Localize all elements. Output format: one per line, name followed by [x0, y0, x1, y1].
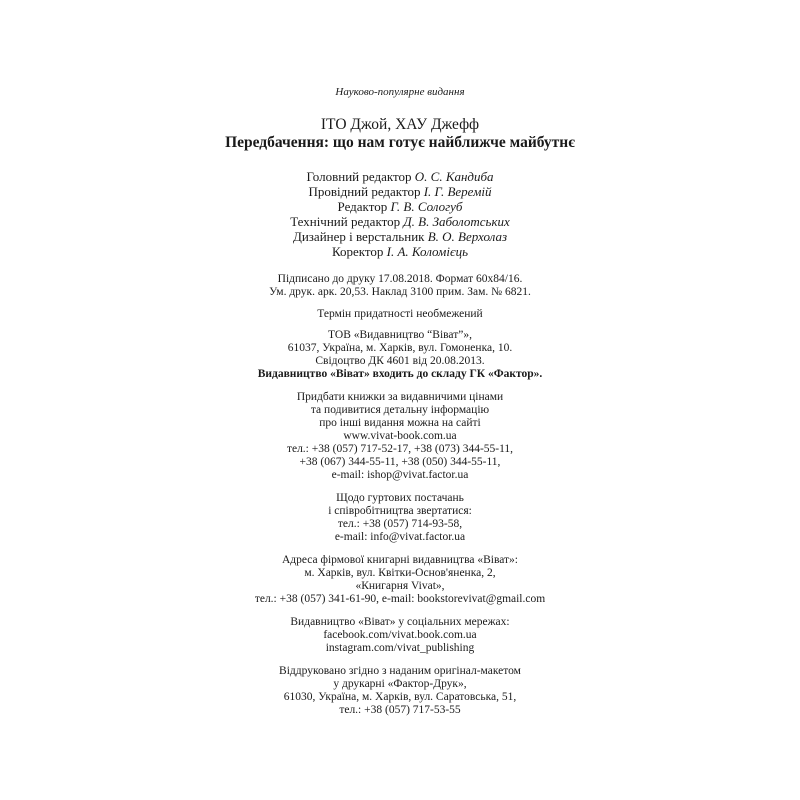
publisher-line: Свідоцтво ДК 4601 від 20.08.2013.	[315, 355, 485, 367]
store-line: Адреса фірмової книгарні видавництва «Віват»:	[281, 554, 519, 566]
credit-line: Редактор Г. В. Сологуб	[337, 199, 463, 214]
printer-line: у друкарні «Фактор-Друк»,	[333, 678, 467, 690]
credit-line: Головний редактор О. С. Кандиба	[306, 169, 494, 184]
printer-line: тел.: +38 (057) 717-53-55	[339, 704, 461, 716]
buy-info-line: про інші видання можна на сайті	[319, 417, 481, 429]
credit-line: Провідний редактор І. Г. Веремій	[308, 184, 492, 199]
wholesale-line: і співробітництва звертатися:	[328, 505, 472, 517]
store-line: «Книгарня Vivat»,	[355, 580, 445, 592]
store-line: м. Харків, вул. Квітки-Основ'яненка, 2,	[304, 567, 496, 579]
buy-info-line: тел.: +38 (057) 717-52-17, +38 (073) 344-55-11,	[286, 443, 514, 455]
print-info-line: Підписано до друку 17.08.2018. Формат 60х84/16.	[277, 273, 523, 285]
printer-line: Віддруковано згідно з наданим оригінал-макетом	[279, 665, 521, 677]
printer-line: 61030, Україна, м. Харків, вул. Саратовська, 51,	[283, 691, 517, 703]
book-title: Передбачення: що нам готує найближче майбутнє	[225, 134, 575, 151]
buy-info-line: Придбати книжки за видавничими цінами	[296, 391, 504, 403]
buy-info-line: та подивитися детальну інформацію	[310, 404, 490, 416]
authors: ІТО Джой, ХАУ Джефф	[320, 116, 480, 133]
credit-line: Дизайнер і верстальник В. О. Верхолаз	[292, 229, 508, 244]
social-line: Видавництво «Віват» у соціальних мережах:	[290, 616, 510, 628]
buy-info-line: +38 (067) 344-55-11, +38 (050) 344-55-11,	[299, 456, 501, 468]
publisher-line: 61037, Україна, м. Харків, вул. Гомоненка, 10.	[287, 342, 513, 354]
shop-email-link[interactable]: e-mail: ishop@vivat.factor.ua	[331, 469, 469, 481]
publisher-group: Видавництво «Віват» входить до складу ГК «Фактор».	[257, 368, 543, 380]
wholesale-line: тел.: +38 (057) 714-93-58,	[337, 518, 463, 530]
publisher-line: ТОВ «Видавництво “Віват”»,	[328, 329, 472, 341]
instagram-link[interactable]: instagram.com/vivat_publishing	[325, 642, 475, 654]
store-contact-line[interactable]: тел.: +38 (057) 341-61-90, e-mail: bookstorevivat@gmail.com	[254, 593, 546, 605]
wholesale-line: Щодо гуртових постачань	[336, 492, 464, 504]
shelf-life: Термін придатності необмежений	[317, 308, 483, 320]
credit-line: Технічний редактор Д. В. Заболотських	[290, 214, 510, 229]
series-label: Науково-популярне видання	[335, 86, 465, 98]
website-link[interactable]: www.vivat-book.com.ua	[343, 430, 457, 442]
print-info-line: Ум. друк. арк. 20,53. Наклад 3100 прим. Зам. № 6821.	[269, 286, 531, 298]
credit-line: Коректор І. А. Коломієць	[331, 244, 469, 259]
info-email-link[interactable]: e-mail: info@vivat.factor.ua	[334, 531, 466, 543]
facebook-link[interactable]: facebook.com/vivat.book.com.ua	[323, 629, 477, 641]
